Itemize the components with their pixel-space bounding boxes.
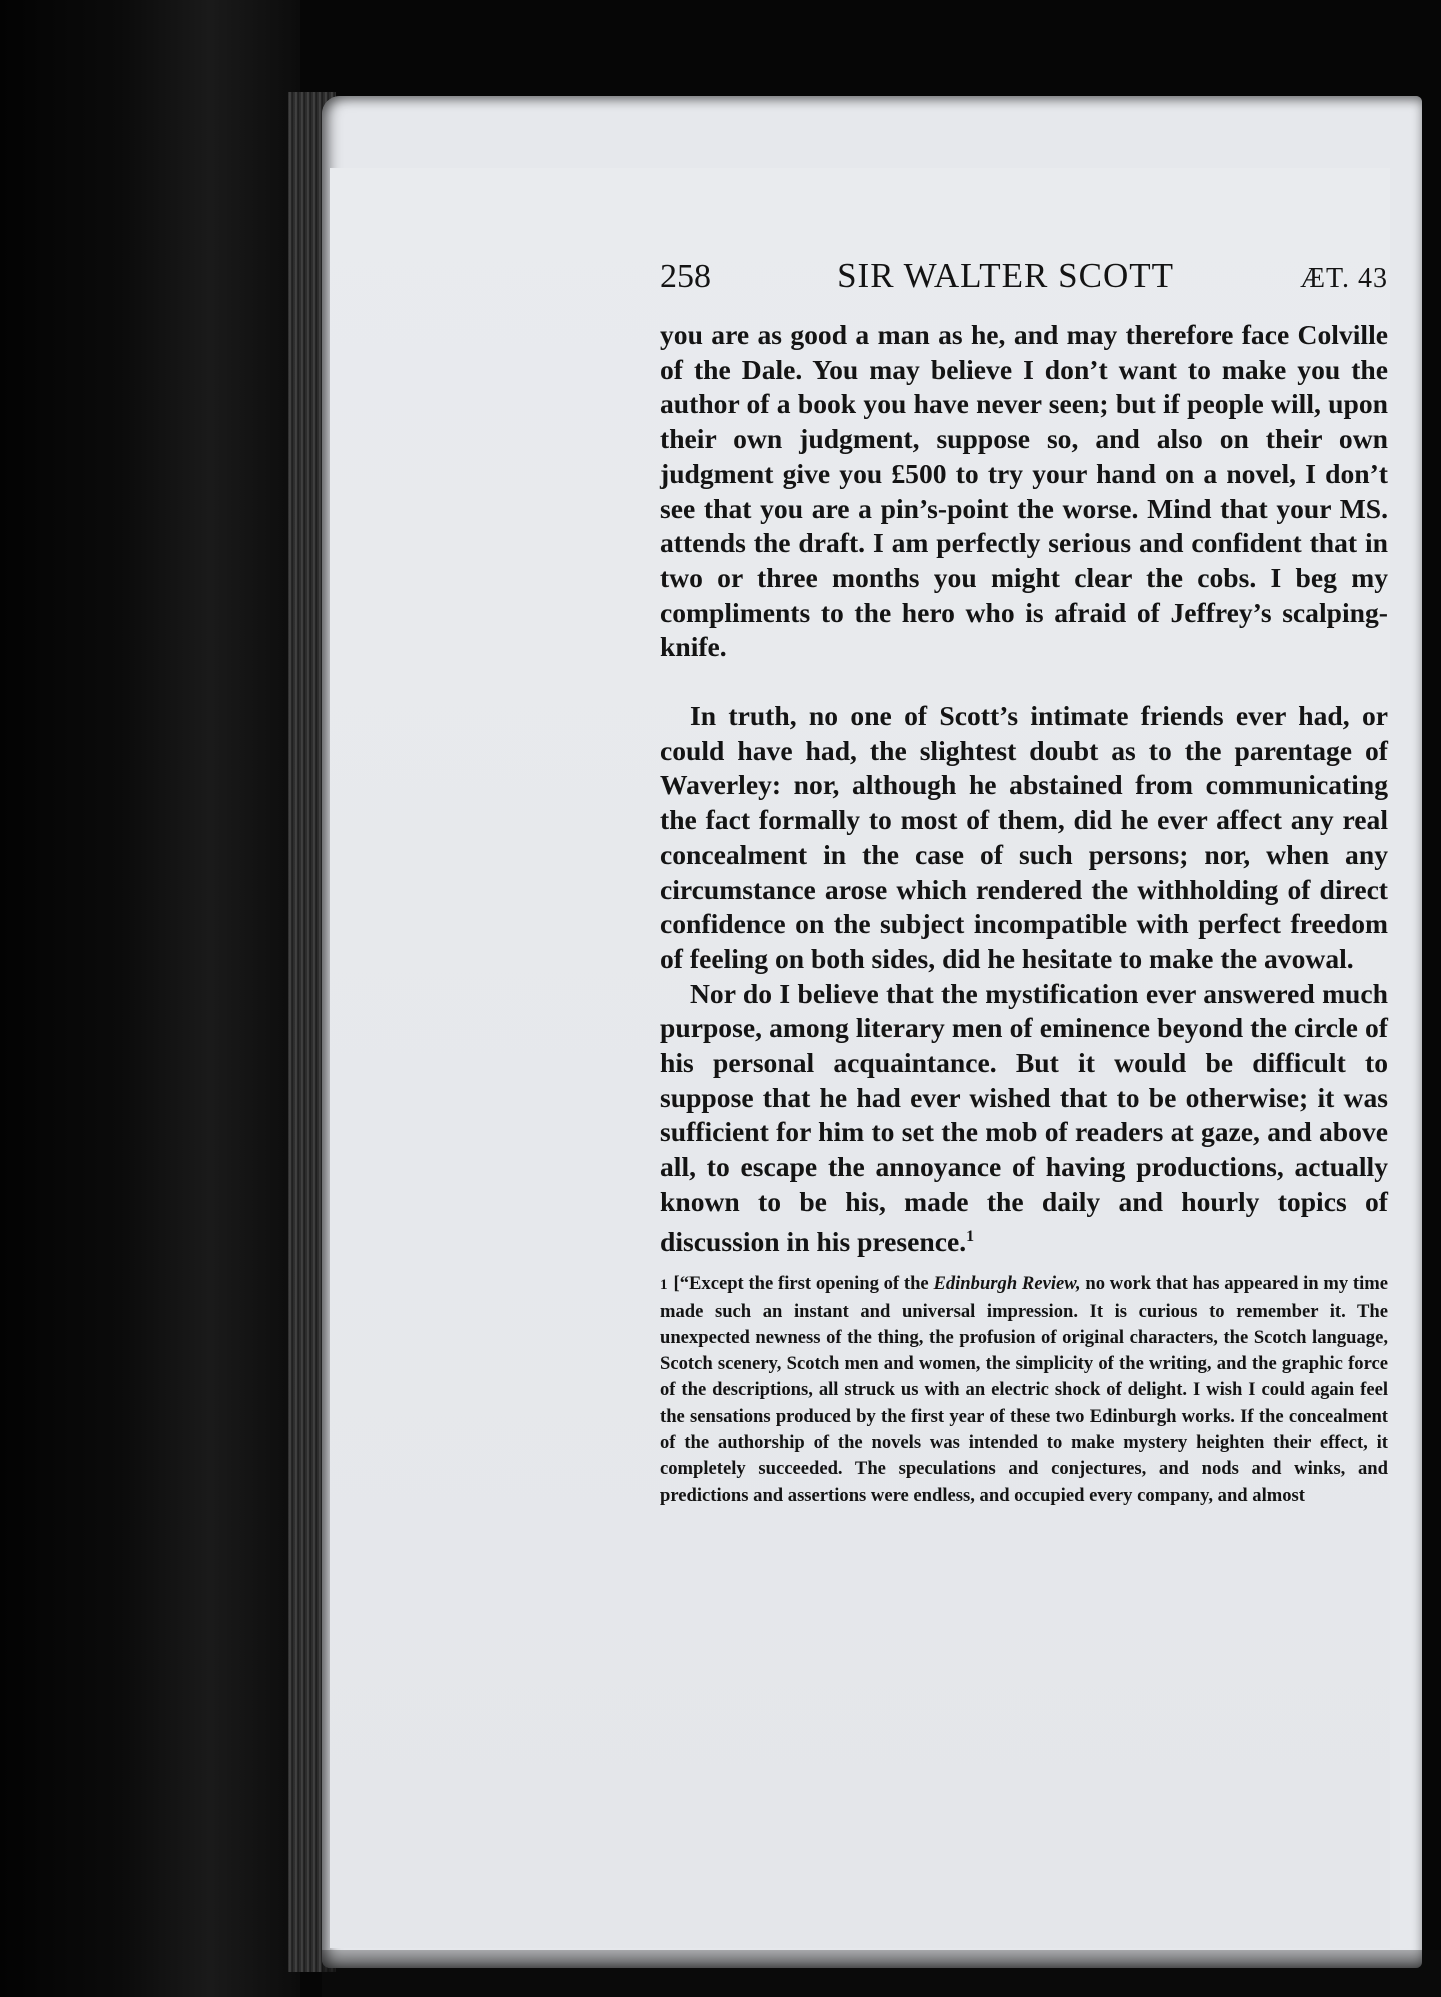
footnote-mark: 1 (660, 1277, 668, 1294)
running-title: SIR WALTER SCOTT (837, 256, 1174, 295)
paragraph-text: Nor do I believe that the mystification ever answered much purpose, among literary men of eminence beyond the circle of his personal acquaintance. But it would be difficult to suppose that he had ever wished that to be otherwise; it was sufficient for him to set the mob of readers at gaze, and above all, to escape the annoyance of having productions, actually known to be his, made the daily and hourly topics of discussion in his presence. (660, 977, 1388, 1257)
binding-shadow (0, 0, 300, 1997)
bottom-shadow (322, 1950, 1441, 1997)
letter-paragraph: you are as good a man as he, and may therefore face Colville of the Dale. You may believe I don’t want to make you the author of a book you have never seen; but if people will, upon their own judgment, suppose so, and also on their own judgment give you £500 to try your hand on a novel, I don’t see that you are a pin’s-point the worse. Mind that your MS. attends the draft. I am perfectly serious and confident that in two or three months you might clear the cobs. I beg my compliments to the hero who is afraid of Jeffrey’s scalping-knife. (660, 319, 1388, 663)
footnote (660, 1271, 1388, 1509)
running-header (660, 256, 1388, 306)
body-paragraph: In truth, no one of Scott’s intimate friends ever had, or could have had, the slightest doubt as to the parentage of Waverley: nor, although he abstained from communicating the fact formally to most of them, did he ever affect any real concealment in the case of such persons; nor, when any circumstance arose which rendered the withholding of direct confidence on the subject incompatible with perfect freedom of feeling on both sides, did he hesitate to make the avowal. (660, 700, 1388, 974)
footnote-reference: 1 (966, 1227, 975, 1245)
footnote-text-rest: no work that has appeared in my time made such an instant and universal impression. It is curious to remember it. The unexpected newness of the thing, the profusion of original characters, the Scotch language, Scotch scenery, Scotch men and women, the simplicity of the writing, and the graphic force of the descriptions, all struck us with an electric shock of delight. I wish I could again feel the sensations produced by the first year of these two Edinburgh works. If the concealment of the authorship of the novels was intended to make mystery heighten their effect, it completely succeeded. The speculations and conjectures, and nods and winks, and predictions and assertions were endless, and occupied every company, and almost (660, 1273, 1388, 1506)
page-number: 258 (660, 258, 711, 295)
footnote-text-start: [“Except the first opening of the (673, 1273, 934, 1295)
footnote-italic-title: Edinburgh Review, (933, 1273, 1081, 1295)
age-marker: ÆT. 43 (1300, 263, 1388, 294)
body-paragraph-with-note (660, 977, 1388, 1260)
page-text-block (660, 256, 1388, 1509)
